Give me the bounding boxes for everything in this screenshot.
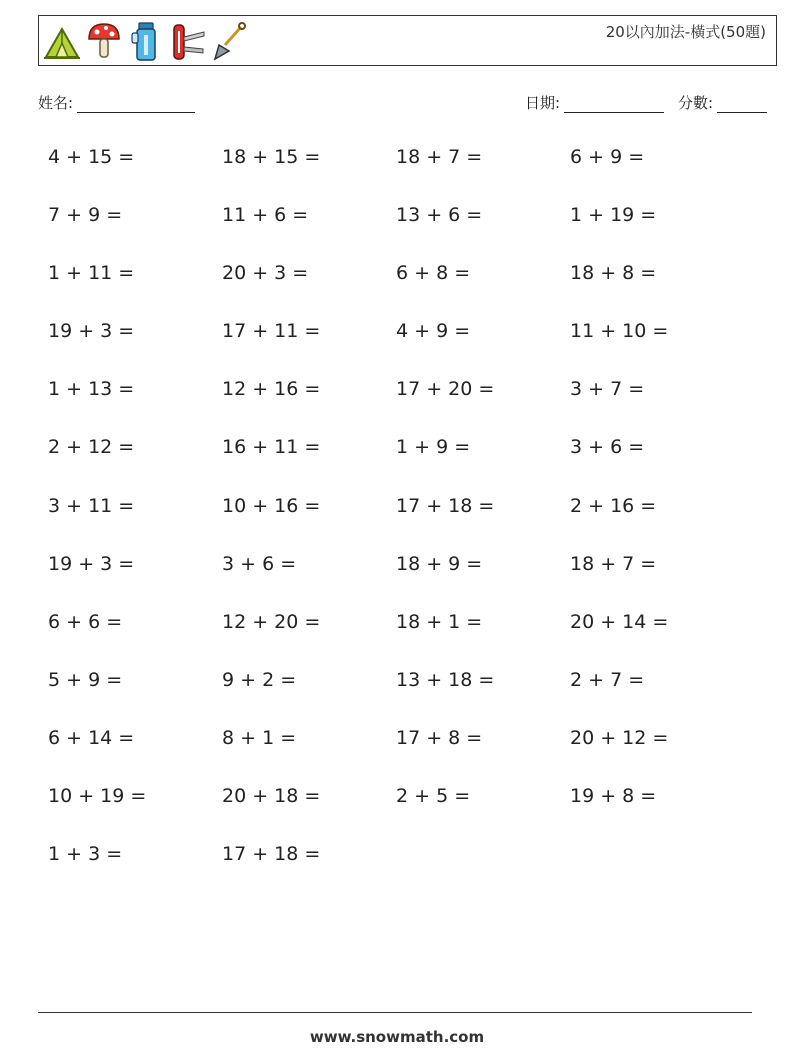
problem-item: 18 + 8 = [570, 262, 657, 285]
problem-item: 2 + 5 = [396, 785, 471, 808]
problem-item: 3 + 7 = [570, 378, 645, 401]
pocket-knife-icon [169, 19, 207, 63]
problem-item: 9 + 2 = [222, 668, 297, 691]
problem-item: 18 + 7 = [396, 146, 483, 168]
name-blank[interactable] [77, 96, 195, 113]
mushroom-icon [85, 19, 123, 63]
problem-item: 1 + 11 = [48, 262, 135, 285]
worksheet-header [38, 15, 777, 66]
problem-item: 2 + 7 = [570, 668, 645, 691]
tent-icon [43, 19, 81, 63]
problem-item: 18 + 15 = [222, 146, 321, 168]
shovel-icon [211, 19, 249, 63]
problem-item: 17 + 8 = [396, 726, 483, 749]
problem-item: 1 + 19 = [570, 204, 657, 227]
problem-item: 6 + 6 = [48, 610, 123, 633]
problem-item: 17 + 18 = [396, 494, 495, 517]
problem-item: 3 + 11 = [48, 494, 135, 517]
name-label: 姓名: [38, 94, 74, 112]
problem-item: 11 + 10 = [570, 320, 669, 343]
thermos-icon [127, 19, 165, 63]
problem-item: 17 + 11 = [222, 320, 321, 343]
problem-item: 2 + 16 = [570, 494, 657, 517]
problem-item: 3 + 6 = [222, 552, 297, 575]
name-field [38, 92, 195, 113]
problem-item: 4 + 15 = [48, 146, 135, 168]
problem-item: 5 + 9 = [48, 668, 123, 691]
score-label: 分數: [678, 94, 714, 112]
date-label: 日期: [525, 94, 561, 112]
problem-item: 18 + 1 = [396, 610, 483, 633]
problem-item: 3 + 6 = [570, 436, 645, 459]
problem-item: 11 + 6 = [222, 204, 309, 227]
score-blank[interactable] [717, 96, 767, 113]
problem-item: 1 + 9 = [396, 436, 471, 459]
problem-item: 12 + 16 = [222, 378, 321, 401]
problem-item: 8 + 1 = [222, 726, 297, 749]
worksheet-title: 20以內加法-橫式(50題) [605, 23, 766, 41]
problem-item: 2 + 12 = [48, 436, 135, 459]
problem-item: 6 + 8 = [396, 262, 471, 285]
date-field [525, 92, 664, 113]
problem-item: 10 + 16 = [222, 494, 321, 517]
problem-item: 4 + 9 = [396, 320, 471, 343]
icon-strip [43, 19, 249, 63]
problem-grid [48, 146, 748, 901]
problem-item: 19 + 3 = [48, 320, 135, 343]
problem-item: 20 + 18 = [222, 785, 321, 808]
score-field [678, 92, 767, 113]
problem-item: 18 + 9 = [396, 552, 483, 575]
problem-item: 19 + 8 = [570, 785, 657, 808]
problem-item: 10 + 19 = [48, 785, 147, 808]
problem-item: 6 + 14 = [48, 726, 135, 749]
problem-item: 18 + 7 = [570, 552, 657, 575]
problem-item: 13 + 18 = [396, 668, 495, 691]
problem-item: 12 + 20 = [222, 610, 321, 633]
problem-item: 17 + 18 = [222, 843, 321, 866]
problem-item: 20 + 3 = [222, 262, 309, 285]
problem-item: 6 + 9 = [570, 146, 645, 168]
problem-item: 20 + 14 = [570, 610, 669, 633]
problem-item: 19 + 3 = [48, 552, 135, 575]
footer-website: www.snowmath.com [309, 1028, 485, 1046]
problem-item: 1 + 3 = [48, 843, 123, 866]
date-blank[interactable] [564, 96, 664, 113]
problem-item: 7 + 9 = [48, 204, 123, 227]
footer-divider [38, 1012, 752, 1013]
problem-item: 17 + 20 = [396, 378, 495, 401]
problem-item: 1 + 13 = [48, 378, 135, 401]
problem-item: 13 + 6 = [396, 204, 483, 227]
problem-item: 20 + 12 = [570, 726, 669, 749]
problem-item: 16 + 11 = [222, 436, 321, 459]
